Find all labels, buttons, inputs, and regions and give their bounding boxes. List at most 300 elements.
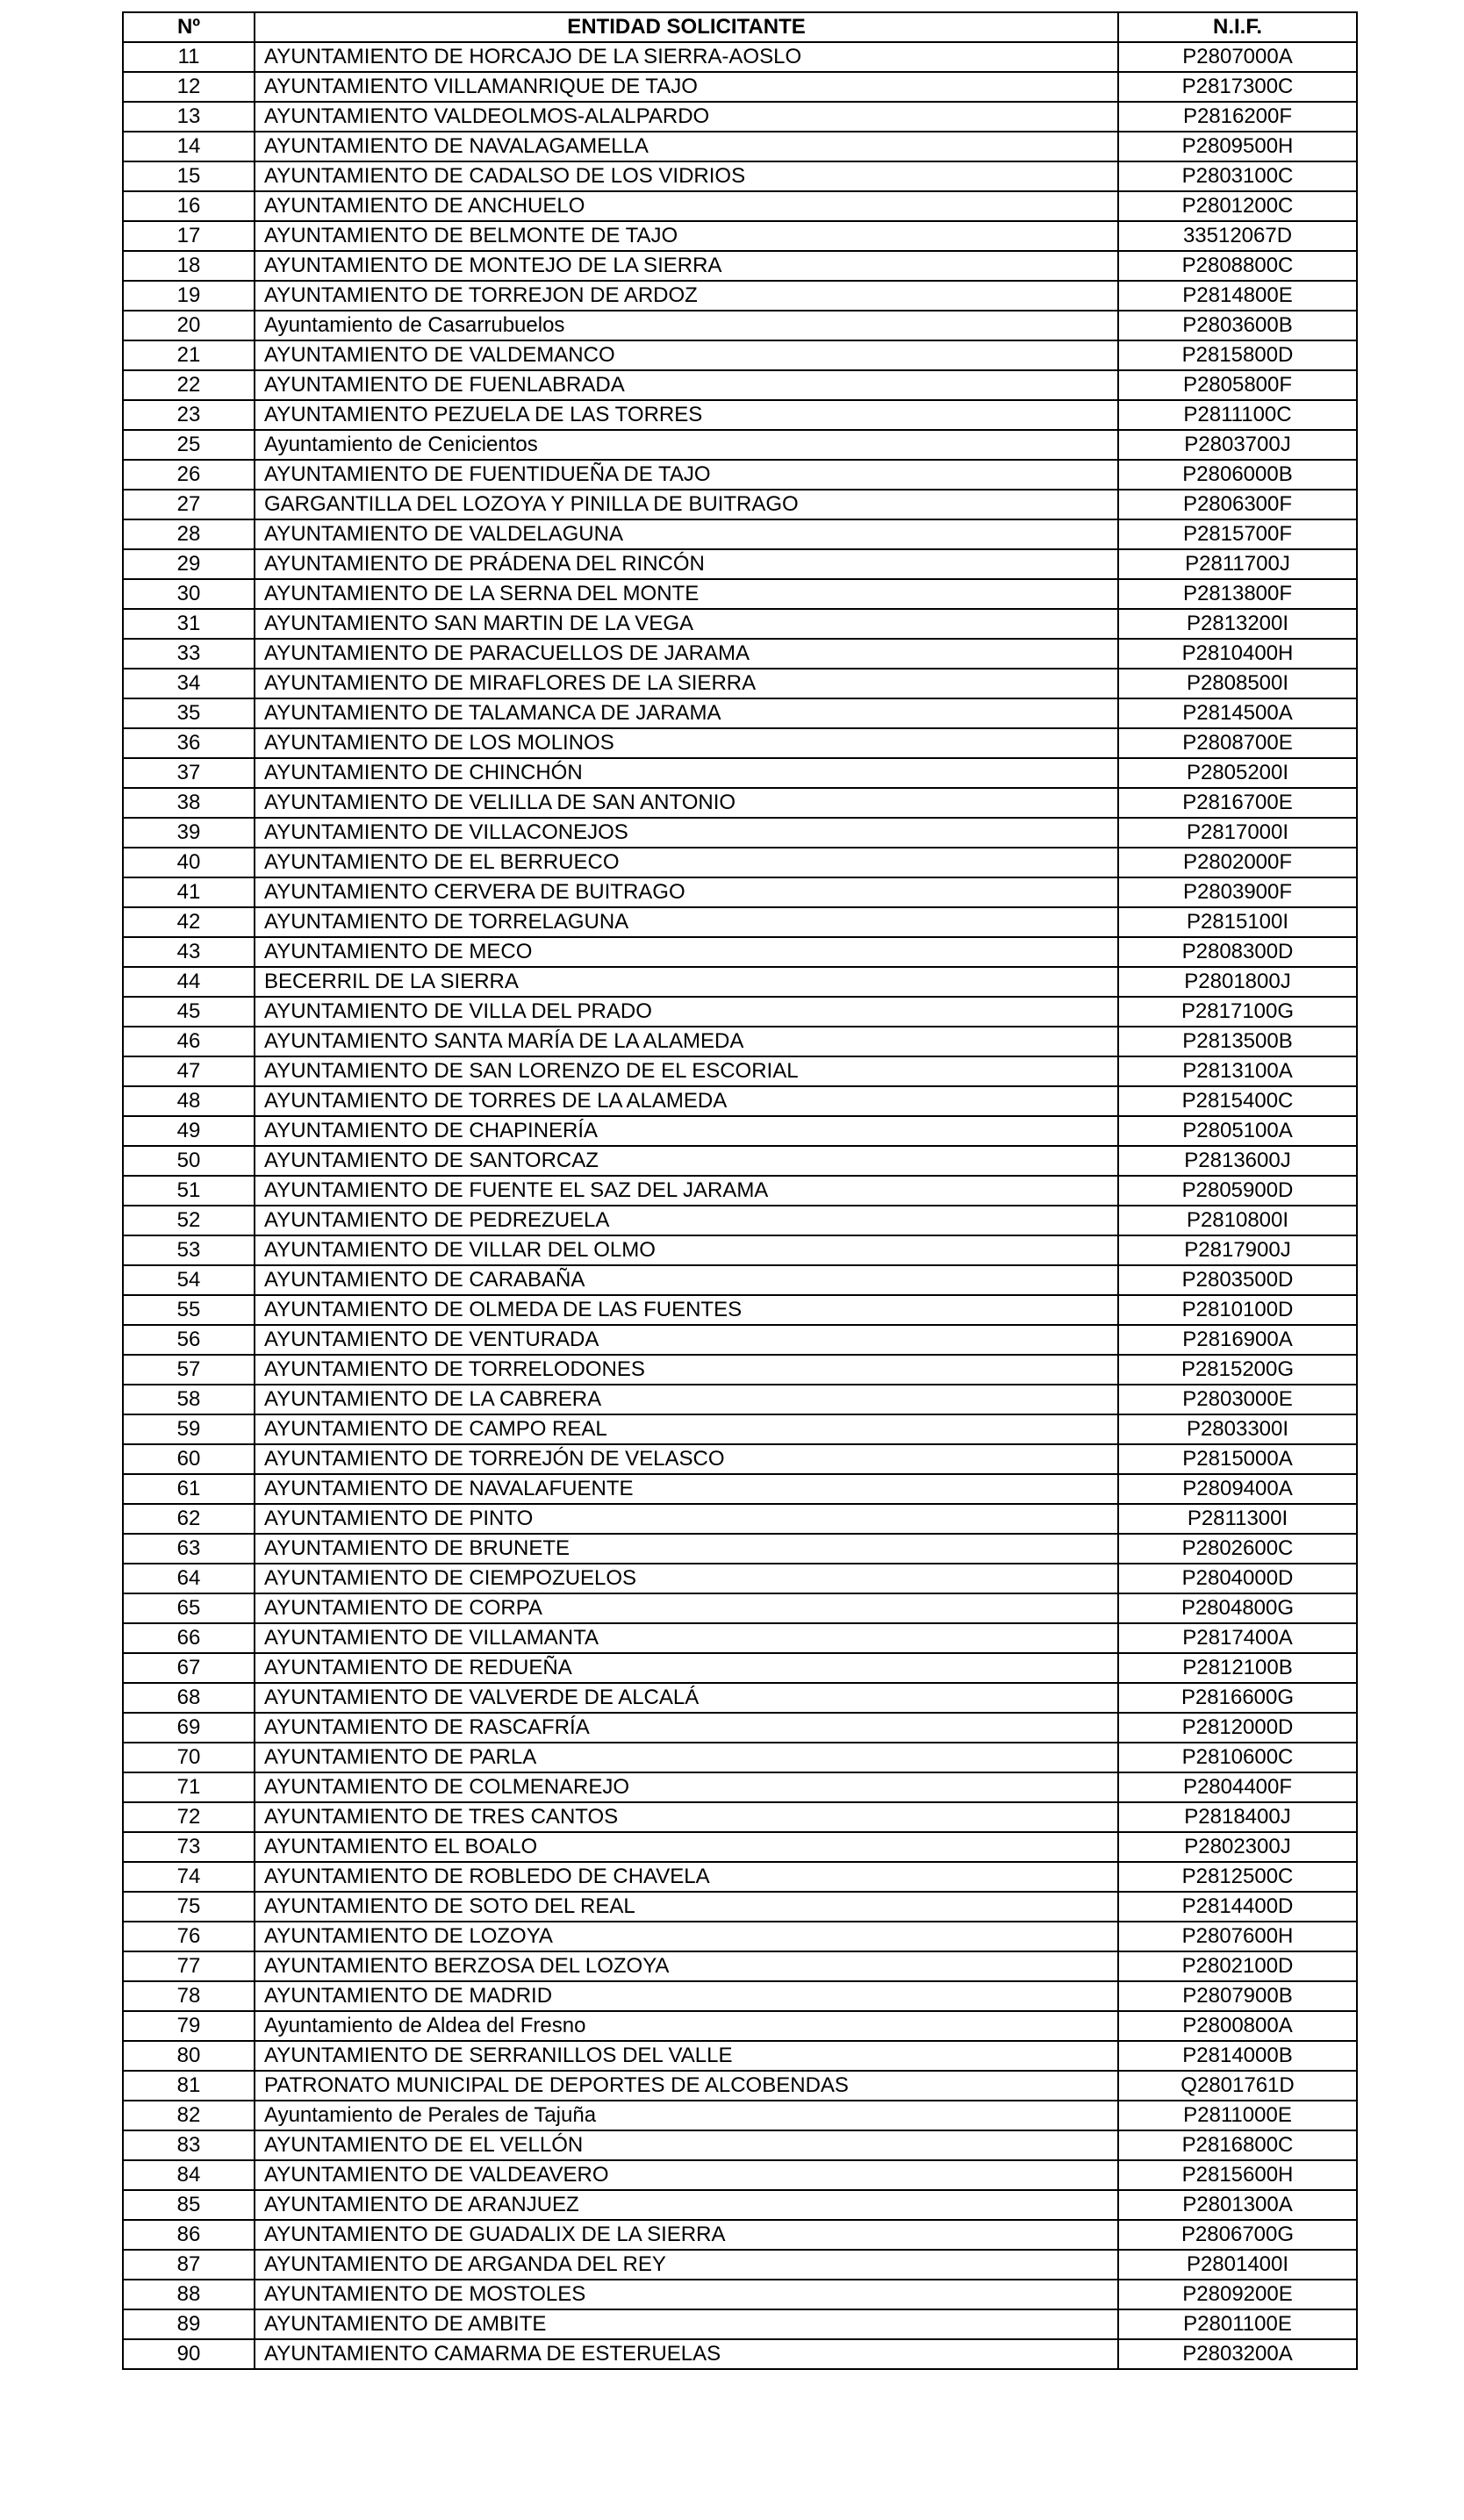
table-row bbox=[123, 1265, 1357, 1295]
entity-name: AYUNTAMIENTO DE ROBLEDO DE CHAVELA bbox=[255, 1862, 1118, 1892]
nif-value: P2803900F bbox=[1118, 877, 1357, 907]
row-number: 81 bbox=[123, 2071, 255, 2101]
nif-value: P2802600C bbox=[1118, 1534, 1357, 1564]
entity-name: AYUNTAMIENTO DE FUENTE EL SAZ DEL JARAMA bbox=[255, 1176, 1118, 1206]
row-number: 90 bbox=[123, 2339, 255, 2369]
table-row bbox=[123, 1206, 1357, 1235]
nif-value: P2800800A bbox=[1118, 2011, 1357, 2041]
row-number: 42 bbox=[123, 907, 255, 937]
table-row bbox=[123, 579, 1357, 609]
entity-name: AYUNTAMIENTO CERVERA DE BUITRAGO bbox=[255, 877, 1118, 907]
row-number: 62 bbox=[123, 1504, 255, 1534]
nif-value: P2808800C bbox=[1118, 251, 1357, 281]
table-row bbox=[123, 1922, 1357, 1951]
table-row bbox=[123, 1176, 1357, 1206]
nif-value: P2811700J bbox=[1118, 549, 1357, 579]
row-number: 63 bbox=[123, 1534, 255, 1564]
nif-value: P2804800G bbox=[1118, 1593, 1357, 1623]
entity-name: AYUNTAMIENTO DE TORREJÓN DE VELASCO bbox=[255, 1444, 1118, 1474]
nif-value: P2809400A bbox=[1118, 1474, 1357, 1504]
row-number: 75 bbox=[123, 1892, 255, 1922]
nif-value: P2801200C bbox=[1118, 191, 1357, 221]
row-number: 55 bbox=[123, 1295, 255, 1325]
entity-name: AYUNTAMIENTO DE EL VELLÓN bbox=[255, 2130, 1118, 2160]
nif-value: P2815700F bbox=[1118, 519, 1357, 549]
table-row bbox=[123, 1146, 1357, 1176]
row-number: 52 bbox=[123, 1206, 255, 1235]
table-row bbox=[123, 430, 1357, 460]
nif-value: P2804400F bbox=[1118, 1772, 1357, 1802]
nif-value: P2804000D bbox=[1118, 1564, 1357, 1593]
entity-name: Ayuntamiento de Perales de Tajuña bbox=[255, 2101, 1118, 2130]
table-row bbox=[123, 669, 1357, 698]
entity-name: AYUNTAMIENTO SAN MARTIN DE LA VEGA bbox=[255, 609, 1118, 639]
table-row bbox=[123, 818, 1357, 848]
nif-value: P2801800J bbox=[1118, 967, 1357, 997]
nif-value: P2810400H bbox=[1118, 639, 1357, 669]
entity-name: AYUNTAMIENTO DE FUENTIDUEÑA DE TAJO bbox=[255, 460, 1118, 490]
nif-value: P2815400C bbox=[1118, 1086, 1357, 1116]
table-row bbox=[123, 2160, 1357, 2190]
row-number: 77 bbox=[123, 1951, 255, 1981]
nif-value: P2813100A bbox=[1118, 1056, 1357, 1086]
table-row bbox=[123, 937, 1357, 967]
nif-value: P2813500B bbox=[1118, 1027, 1357, 1056]
row-number: 50 bbox=[123, 1146, 255, 1176]
entity-name: AYUNTAMIENTO DE LOS MOLINOS bbox=[255, 728, 1118, 758]
row-number: 20 bbox=[123, 311, 255, 340]
row-number: 68 bbox=[123, 1683, 255, 1713]
nif-value: P2809500H bbox=[1118, 132, 1357, 161]
table-row bbox=[123, 1862, 1357, 1892]
nif-value: P2815200G bbox=[1118, 1355, 1357, 1385]
table-row bbox=[123, 1414, 1357, 1444]
row-number: 89 bbox=[123, 2309, 255, 2339]
table-row bbox=[123, 997, 1357, 1027]
header-entity: ENTIDAD SOLICITANTE bbox=[255, 12, 1118, 42]
row-number: 35 bbox=[123, 698, 255, 728]
row-number: 56 bbox=[123, 1325, 255, 1355]
entity-name: AYUNTAMIENTO DE MOSTOLES bbox=[255, 2280, 1118, 2309]
table-row bbox=[123, 549, 1357, 579]
nif-value: P2816900A bbox=[1118, 1325, 1357, 1355]
header-nif: N.I.F. bbox=[1118, 12, 1357, 42]
row-number: 29 bbox=[123, 549, 255, 579]
nif-value: P2802100D bbox=[1118, 1951, 1357, 1981]
table-row bbox=[123, 1981, 1357, 2011]
table-row bbox=[123, 340, 1357, 370]
nif-value: P2803500D bbox=[1118, 1265, 1357, 1295]
entity-name: AYUNTAMIENTO DE EL BERRUECO bbox=[255, 848, 1118, 877]
nif-value: P2802300J bbox=[1118, 1832, 1357, 1862]
row-number: 72 bbox=[123, 1802, 255, 1832]
row-number: 18 bbox=[123, 251, 255, 281]
row-number: 23 bbox=[123, 400, 255, 430]
nif-value: P2806300F bbox=[1118, 490, 1357, 519]
entity-name: AYUNTAMIENTO DE LA CABRERA bbox=[255, 1385, 1118, 1414]
table-row bbox=[123, 1743, 1357, 1772]
nif-value: P2806000B bbox=[1118, 460, 1357, 490]
table-row bbox=[123, 2220, 1357, 2250]
nif-value: P2817100G bbox=[1118, 997, 1357, 1027]
row-number: 79 bbox=[123, 2011, 255, 2041]
entity-name: AYUNTAMIENTO DE VELILLA DE SAN ANTONIO bbox=[255, 788, 1118, 818]
table-header-row bbox=[123, 12, 1357, 42]
nif-value: P2802000F bbox=[1118, 848, 1357, 877]
entity-name: AYUNTAMIENTO DE FUENLABRADA bbox=[255, 370, 1118, 400]
table-row bbox=[123, 2011, 1357, 2041]
nif-value: P2812000D bbox=[1118, 1713, 1357, 1743]
table-row bbox=[123, 2250, 1357, 2280]
table-body bbox=[123, 42, 1357, 2369]
table-row bbox=[123, 1713, 1357, 1743]
row-number: 19 bbox=[123, 281, 255, 311]
row-number: 36 bbox=[123, 728, 255, 758]
table-row bbox=[123, 1086, 1357, 1116]
row-number: 34 bbox=[123, 669, 255, 698]
row-number: 66 bbox=[123, 1623, 255, 1653]
table-row bbox=[123, 2041, 1357, 2071]
table-row bbox=[123, 1474, 1357, 1504]
nif-value: P2805100A bbox=[1118, 1116, 1357, 1146]
row-number: 16 bbox=[123, 191, 255, 221]
table-row bbox=[123, 2130, 1357, 2160]
table-row bbox=[123, 1027, 1357, 1056]
entity-name: AYUNTAMIENTO DE SERRANILLOS DEL VALLE bbox=[255, 2041, 1118, 2071]
table-row bbox=[123, 251, 1357, 281]
entity-name: AYUNTAMIENTO DE OLMEDA DE LAS FUENTES bbox=[255, 1295, 1118, 1325]
row-number: 49 bbox=[123, 1116, 255, 1146]
nif-value: P2808500I bbox=[1118, 669, 1357, 698]
nif-value: P2815100I bbox=[1118, 907, 1357, 937]
row-number: 17 bbox=[123, 221, 255, 251]
table-row bbox=[123, 1444, 1357, 1474]
row-number: 48 bbox=[123, 1086, 255, 1116]
row-number: 65 bbox=[123, 1593, 255, 1623]
entity-name: AYUNTAMIENTO DE COLMENAREJO bbox=[255, 1772, 1118, 1802]
table-row bbox=[123, 728, 1357, 758]
row-number: 85 bbox=[123, 2190, 255, 2220]
entity-name: AYUNTAMIENTO DE ARGANDA DEL REY bbox=[255, 2250, 1118, 2280]
nif-value: P2818400J bbox=[1118, 1802, 1357, 1832]
table-row bbox=[123, 1385, 1357, 1414]
row-number: 13 bbox=[123, 102, 255, 132]
nif-value: P2807600H bbox=[1118, 1922, 1357, 1951]
entity-name: Ayuntamiento de Aldea del Fresno bbox=[255, 2011, 1118, 2041]
entity-name: AYUNTAMIENTO PEZUELA DE LAS TORRES bbox=[255, 400, 1118, 430]
row-number: 21 bbox=[123, 340, 255, 370]
table-row bbox=[123, 42, 1357, 72]
entity-name: AYUNTAMIENTO DE TORRES DE LA ALAMEDA bbox=[255, 1086, 1118, 1116]
entity-name: AYUNTAMIENTO DE VILLAR DEL OLMO bbox=[255, 1235, 1118, 1265]
row-number: 28 bbox=[123, 519, 255, 549]
row-number: 61 bbox=[123, 1474, 255, 1504]
table-row bbox=[123, 161, 1357, 191]
row-number: 14 bbox=[123, 132, 255, 161]
row-number: 15 bbox=[123, 161, 255, 191]
table-row bbox=[123, 1951, 1357, 1981]
entity-name: AYUNTAMIENTO DE CHINCHÓN bbox=[255, 758, 1118, 788]
nif-value: P2803000E bbox=[1118, 1385, 1357, 1414]
row-number: 82 bbox=[123, 2101, 255, 2130]
entity-name: AYUNTAMIENTO DE TORRELODONES bbox=[255, 1355, 1118, 1385]
nif-value: P2812500C bbox=[1118, 1862, 1357, 1892]
row-number: 88 bbox=[123, 2280, 255, 2309]
entity-name: PATRONATO MUNICIPAL DE DEPORTES DE ALCOBENDAS bbox=[255, 2071, 1118, 2101]
entity-name: AYUNTAMIENTO DE TORREJON DE ARDOZ bbox=[255, 281, 1118, 311]
nif-value: P2808300D bbox=[1118, 937, 1357, 967]
row-number: 64 bbox=[123, 1564, 255, 1593]
row-number: 76 bbox=[123, 1922, 255, 1951]
table-row bbox=[123, 2190, 1357, 2220]
row-number: 60 bbox=[123, 1444, 255, 1474]
table-row bbox=[123, 1832, 1357, 1862]
nif-value: P2813200I bbox=[1118, 609, 1357, 639]
nif-value: P2817000I bbox=[1118, 818, 1357, 848]
table-row bbox=[123, 1593, 1357, 1623]
entity-name: AYUNTAMIENTO DE TALAMANCA DE JARAMA bbox=[255, 698, 1118, 728]
entity-name: AYUNTAMIENTO BERZOSA DEL LOZOYA bbox=[255, 1951, 1118, 1981]
entity-name: AYUNTAMIENTO DE ARANJUEZ bbox=[255, 2190, 1118, 2220]
table-row bbox=[123, 1892, 1357, 1922]
table-row bbox=[123, 1116, 1357, 1146]
row-number: 80 bbox=[123, 2041, 255, 2071]
entity-name: AYUNTAMIENTO DE BELMONTE DE TAJO bbox=[255, 221, 1118, 251]
row-number: 83 bbox=[123, 2130, 255, 2160]
row-number: 41 bbox=[123, 877, 255, 907]
nif-value: P2807000A bbox=[1118, 42, 1357, 72]
nif-value: P2812100B bbox=[1118, 1653, 1357, 1683]
row-number: 59 bbox=[123, 1414, 255, 1444]
table-row bbox=[123, 848, 1357, 877]
nif-value: P2810100D bbox=[1118, 1295, 1357, 1325]
nif-value: P2817900J bbox=[1118, 1235, 1357, 1265]
table-row bbox=[123, 102, 1357, 132]
row-number: 37 bbox=[123, 758, 255, 788]
table-row bbox=[123, 1683, 1357, 1713]
nif-value: P2805200I bbox=[1118, 758, 1357, 788]
row-number: 54 bbox=[123, 1265, 255, 1295]
entity-name: AYUNTAMIENTO DE VILLACONEJOS bbox=[255, 818, 1118, 848]
table-row bbox=[123, 1802, 1357, 1832]
table-row bbox=[123, 2339, 1357, 2369]
row-number: 70 bbox=[123, 1743, 255, 1772]
entity-name: BECERRIL DE LA SIERRA bbox=[255, 967, 1118, 997]
entity-name: AYUNTAMIENTO VALDEOLMOS-ALALPARDO bbox=[255, 102, 1118, 132]
entity-name: AYUNTAMIENTO DE SANTORCAZ bbox=[255, 1146, 1118, 1176]
row-number: 44 bbox=[123, 967, 255, 997]
nif-value: P2816800C bbox=[1118, 2130, 1357, 2160]
entity-name: AYUNTAMIENTO DE HORCAJO DE LA SIERRA-AOSLO bbox=[255, 42, 1118, 72]
entity-name: AYUNTAMIENTO DE CIEMPOZUELOS bbox=[255, 1564, 1118, 1593]
table-row bbox=[123, 1623, 1357, 1653]
row-number: 86 bbox=[123, 2220, 255, 2250]
entity-name: AYUNTAMIENTO DE BRUNETE bbox=[255, 1534, 1118, 1564]
entity-name: AYUNTAMIENTO DE PRÁDENA DEL RINCÓN bbox=[255, 549, 1118, 579]
table-row bbox=[123, 72, 1357, 102]
row-number: 51 bbox=[123, 1176, 255, 1206]
table-row bbox=[123, 907, 1357, 937]
entity-name: AYUNTAMIENTO DE VALVERDE DE ALCALÁ bbox=[255, 1683, 1118, 1713]
entity-name: AYUNTAMIENTO DE PARACUELLOS DE JARAMA bbox=[255, 639, 1118, 669]
entity-name: AYUNTAMIENTO DE CARABAÑA bbox=[255, 1265, 1118, 1295]
nif-value: P2817400A bbox=[1118, 1623, 1357, 1653]
table-row bbox=[123, 1534, 1357, 1564]
entity-name: AYUNTAMIENTO DE MONTEJO DE LA SIERRA bbox=[255, 251, 1118, 281]
entity-name: Ayuntamiento de Casarrubuelos bbox=[255, 311, 1118, 340]
entity-name: GARGANTILLA DEL LOZOYA Y PINILLA DE BUITRAGO bbox=[255, 490, 1118, 519]
entity-name: AYUNTAMIENTO DE PARLA bbox=[255, 1743, 1118, 1772]
nif-value: P2808700E bbox=[1118, 728, 1357, 758]
row-number: 26 bbox=[123, 460, 255, 490]
row-number: 57 bbox=[123, 1355, 255, 1385]
entity-name: AYUNTAMIENTO DE VALDELAGUNA bbox=[255, 519, 1118, 549]
nif-value: P2814800E bbox=[1118, 281, 1357, 311]
entity-name: AYUNTAMIENTO DE RASCAFRÍA bbox=[255, 1713, 1118, 1743]
row-number: 30 bbox=[123, 579, 255, 609]
row-number: 11 bbox=[123, 42, 255, 72]
table-row bbox=[123, 490, 1357, 519]
row-number: 12 bbox=[123, 72, 255, 102]
row-number: 74 bbox=[123, 1862, 255, 1892]
entity-name: Ayuntamiento de Cenicientos bbox=[255, 430, 1118, 460]
table-row bbox=[123, 877, 1357, 907]
row-number: 31 bbox=[123, 609, 255, 639]
nif-value: P2813800F bbox=[1118, 579, 1357, 609]
header-num: Nº bbox=[123, 12, 255, 42]
table-row bbox=[123, 519, 1357, 549]
entity-name: AYUNTAMIENTO DE VENTURADA bbox=[255, 1325, 1118, 1355]
nif-value: P2814400D bbox=[1118, 1892, 1357, 1922]
nif-value: P2816200F bbox=[1118, 102, 1357, 132]
nif-value: P2811100C bbox=[1118, 400, 1357, 430]
nif-value: P2805900D bbox=[1118, 1176, 1357, 1206]
nif-value: P2816700E bbox=[1118, 788, 1357, 818]
entity-name: AYUNTAMIENTO DE PINTO bbox=[255, 1504, 1118, 1534]
row-number: 25 bbox=[123, 430, 255, 460]
row-number: 87 bbox=[123, 2250, 255, 2280]
row-number: 38 bbox=[123, 788, 255, 818]
table-row bbox=[123, 460, 1357, 490]
nif-value: P2810800I bbox=[1118, 1206, 1357, 1235]
entity-name: AYUNTAMIENTO DE VALDEAVERO bbox=[255, 2160, 1118, 2190]
entity-name: AYUNTAMIENTO DE CHAPINERÍA bbox=[255, 1116, 1118, 1146]
entity-name: AYUNTAMIENTO CAMARMA DE ESTERUELAS bbox=[255, 2339, 1118, 2369]
table-row bbox=[123, 1325, 1357, 1355]
table-row bbox=[123, 370, 1357, 400]
entity-name: AYUNTAMIENTO DE MECO bbox=[255, 937, 1118, 967]
row-number: 22 bbox=[123, 370, 255, 400]
table-row bbox=[123, 132, 1357, 161]
entity-name: AYUNTAMIENTO DE TRES CANTOS bbox=[255, 1802, 1118, 1832]
row-number: 33 bbox=[123, 639, 255, 669]
table-row bbox=[123, 758, 1357, 788]
nif-value: P2805800F bbox=[1118, 370, 1357, 400]
table-row bbox=[123, 281, 1357, 311]
table-row bbox=[123, 639, 1357, 669]
entity-name: AYUNTAMIENTO DE CORPA bbox=[255, 1593, 1118, 1623]
table-row bbox=[123, 191, 1357, 221]
nif-value: P2815600H bbox=[1118, 2160, 1357, 2190]
entity-name: AYUNTAMIENTO DE LOZOYA bbox=[255, 1922, 1118, 1951]
table-row bbox=[123, 2280, 1357, 2309]
nif-value: P2809200E bbox=[1118, 2280, 1357, 2309]
nif-value: P2801400I bbox=[1118, 2250, 1357, 2280]
row-number: 27 bbox=[123, 490, 255, 519]
entity-name: AYUNTAMIENTO DE NAVALAFUENTE bbox=[255, 1474, 1118, 1504]
nif-value: 33512067D bbox=[1118, 221, 1357, 251]
entity-name: AYUNTAMIENTO EL BOALO bbox=[255, 1832, 1118, 1862]
entity-name: AYUNTAMIENTO DE CAMPO REAL bbox=[255, 1414, 1118, 1444]
nif-value: P2811300I bbox=[1118, 1504, 1357, 1534]
nif-value: P2803700J bbox=[1118, 430, 1357, 460]
table-row bbox=[123, 1564, 1357, 1593]
entity-name: AYUNTAMIENTO DE GUADALIX DE LA SIERRA bbox=[255, 2220, 1118, 2250]
table-row bbox=[123, 698, 1357, 728]
entity-name: AYUNTAMIENTO DE CADALSO DE LOS VIDRIOS bbox=[255, 161, 1118, 191]
table-row bbox=[123, 2101, 1357, 2130]
entity-name: AYUNTAMIENTO DE TORRELAGUNA bbox=[255, 907, 1118, 937]
nif-value: P2815800D bbox=[1118, 340, 1357, 370]
nif-value: P2814500A bbox=[1118, 698, 1357, 728]
table-row bbox=[123, 1772, 1357, 1802]
table-row bbox=[123, 1235, 1357, 1265]
row-number: 67 bbox=[123, 1653, 255, 1683]
nif-value: P2807900B bbox=[1118, 1981, 1357, 2011]
nif-value: P2803600B bbox=[1118, 311, 1357, 340]
nif-value: P2806700G bbox=[1118, 2220, 1357, 2250]
entity-name: AYUNTAMIENTO DE VILLA DEL PRADO bbox=[255, 997, 1118, 1027]
row-number: 78 bbox=[123, 1981, 255, 2011]
row-number: 40 bbox=[123, 848, 255, 877]
nif-value: P2803200A bbox=[1118, 2339, 1357, 2369]
nif-value: P2801100E bbox=[1118, 2309, 1357, 2339]
table-row bbox=[123, 788, 1357, 818]
row-number: 45 bbox=[123, 997, 255, 1027]
nif-value: P2803300I bbox=[1118, 1414, 1357, 1444]
entity-name: AYUNTAMIENTO DE SOTO DEL REAL bbox=[255, 1892, 1118, 1922]
table-row bbox=[123, 311, 1357, 340]
table-row bbox=[123, 221, 1357, 251]
table-row bbox=[123, 1653, 1357, 1683]
entity-name: AYUNTAMIENTO DE SAN LORENZO DE EL ESCORIAL bbox=[255, 1056, 1118, 1086]
nif-value: P2813600J bbox=[1118, 1146, 1357, 1176]
row-number: 58 bbox=[123, 1385, 255, 1414]
entity-name: AYUNTAMIENTO SANTA MARÍA DE LA ALAMEDA bbox=[255, 1027, 1118, 1056]
table-row bbox=[123, 1056, 1357, 1086]
entity-name: AYUNTAMIENTO VILLAMANRIQUE DE TAJO bbox=[255, 72, 1118, 102]
table-row bbox=[123, 1295, 1357, 1325]
nif-value: P2803100C bbox=[1118, 161, 1357, 191]
row-number: 43 bbox=[123, 937, 255, 967]
nif-value: P2810600C bbox=[1118, 1743, 1357, 1772]
nif-value: P2801300A bbox=[1118, 2190, 1357, 2220]
row-number: 71 bbox=[123, 1772, 255, 1802]
row-number: 46 bbox=[123, 1027, 255, 1056]
entity-name: AYUNTAMIENTO DE AMBITE bbox=[255, 2309, 1118, 2339]
table-row bbox=[123, 2071, 1357, 2101]
row-number: 47 bbox=[123, 1056, 255, 1086]
row-number: 84 bbox=[123, 2160, 255, 2190]
table-row bbox=[123, 400, 1357, 430]
entity-name: AYUNTAMIENTO DE VALDEMANCO bbox=[255, 340, 1118, 370]
nif-value: Q2801761D bbox=[1118, 2071, 1357, 2101]
table-row bbox=[123, 1504, 1357, 1534]
entity-name: AYUNTAMIENTO DE VILLAMANTA bbox=[255, 1623, 1118, 1653]
table-row bbox=[123, 967, 1357, 997]
entity-name: AYUNTAMIENTO DE MADRID bbox=[255, 1981, 1118, 2011]
table-row bbox=[123, 1355, 1357, 1385]
